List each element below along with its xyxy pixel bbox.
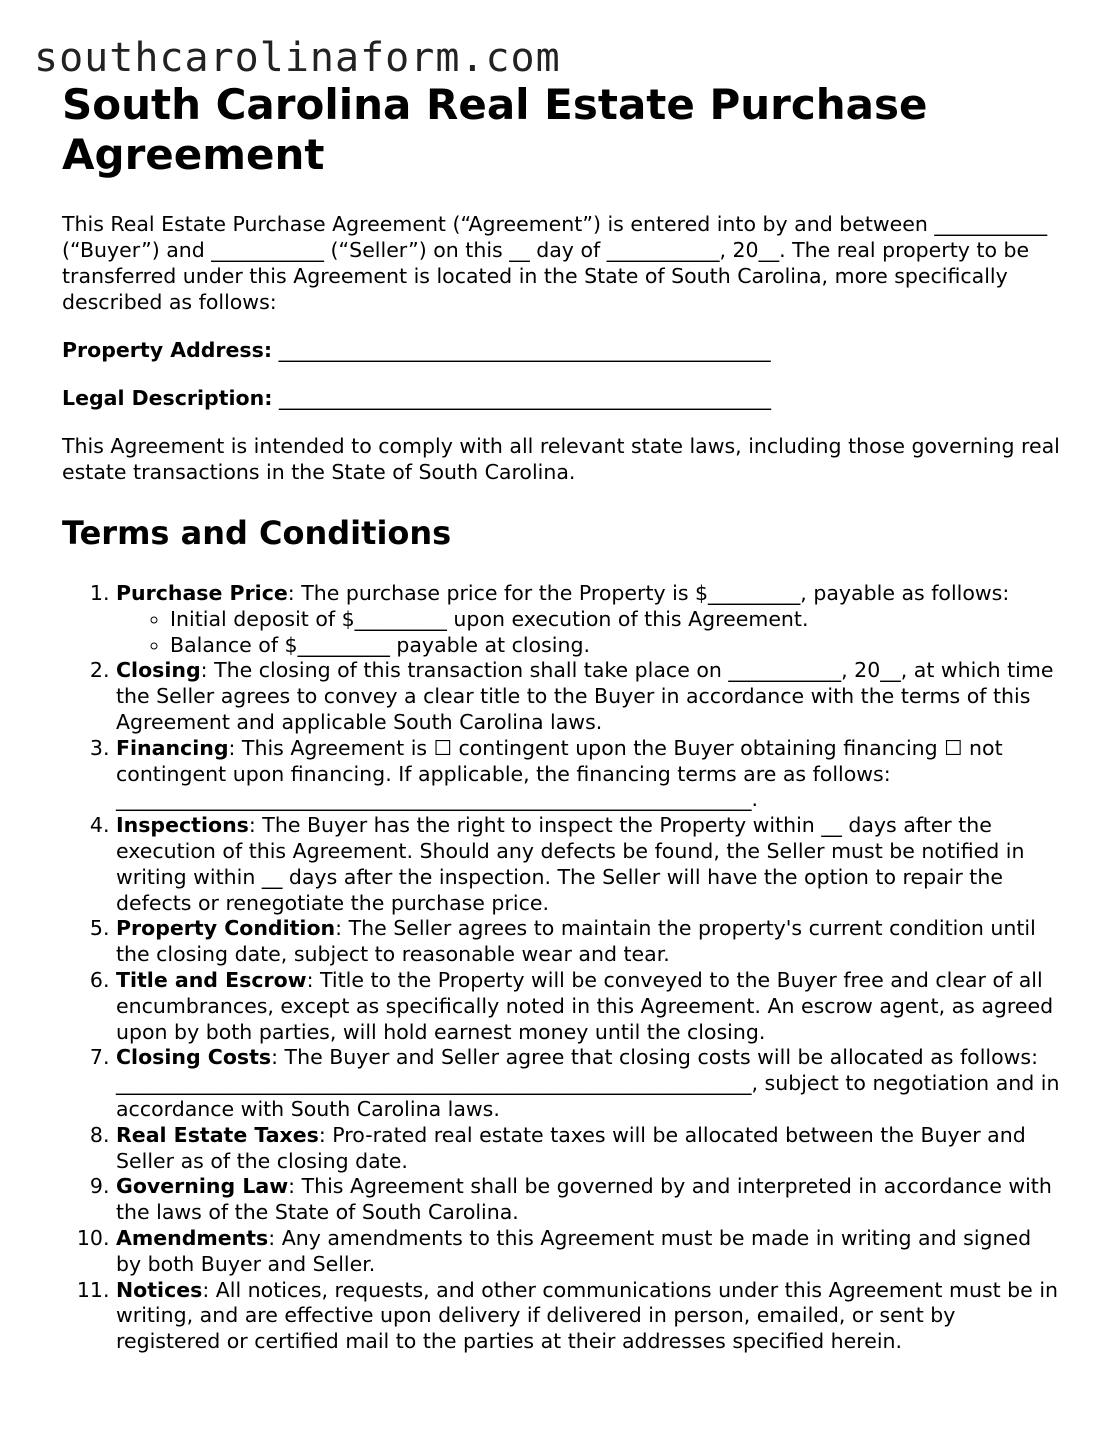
term-text: : Pro-rated real estate taxes will be allocated between the Buyer and Seller as of the closing date. <box>116 1122 1026 1173</box>
section-heading: Terms and Conditions <box>62 514 452 552</box>
compliance-paragraph: This Agreement is intended to comply with all relevant state laws, including those governing real estate transactions in the State of South Carolina. <box>62 434 1060 484</box>
document-title: South Carolina Real Estate Purchase Agreement <box>62 80 928 179</box>
term-title: Closing Costs <box>116 1045 272 1070</box>
term-text: : The Seller agrees to maintain the property's current condition until the closing date, subject to reasonable wear and tear. <box>116 916 1036 967</box>
sublist-item-balance: ◦ Balance of $_________ payable at closing. <box>170 633 1062 659</box>
term-amendments <box>116 1226 1062 1278</box>
legal-description-field <box>62 385 1062 411</box>
term-inspections <box>116 813 1062 916</box>
term-text: : The Buyer has the right to inspect the Property within __ days after the execution of this Agreement. Should any defects be found, the Seller must be notified in writing within __ days after the inspection. The Seller will have the option to repair the defects or renegotiate the purchase price. <box>116 813 1025 915</box>
legal-description-label: Legal Description: <box>62 386 273 410</box>
term-real-estate-taxes <box>116 1123 1062 1175</box>
term-text: : Title to the Property will be conveyed to the Buyer free and clear of all encumbrances, except as specifically noted in this Agreement. An escrow agent, as agreed upon by both parties, will hold earnest money until the closing. <box>116 967 1054 1044</box>
term-title: Notices <box>116 1277 203 1302</box>
term-title: Title and Escrow <box>116 967 307 992</box>
document-page <box>62 80 1062 1355</box>
term-title: Closing <box>116 658 201 683</box>
terms-list <box>62 581 1062 1355</box>
term-text: : The purchase price for the Property is $_________, payable as follows: <box>287 581 1010 605</box>
property-address-blank: ________________________________________________ <box>278 338 771 362</box>
term-financing <box>116 736 1062 813</box>
term-text: : This Agreement shall be governed by and interpreted in accordance with the laws of the State of South Carolina. <box>116 1174 1052 1225</box>
property-address-field <box>62 337 1062 363</box>
term-title: Real Estate Taxes <box>116 1122 319 1147</box>
term-title: Property Condition <box>116 916 336 941</box>
sublist-item-initial-deposit: ◦ Initial deposit of $_________ upon execution of this Agreement. <box>170 607 1062 633</box>
intro-paragraph: This Real Estate Purchase Agreement (“Agreement”) is entered into by and between ___________ (“Buyer”) and ___________ (“Seller”) on this __ day of ___________, 20__. The real property to be transferred under this Agreement is located in the State of South Carolina, more specifically described as follows: <box>62 212 1048 314</box>
term-closing <box>116 658 1062 735</box>
term-closing-costs <box>116 1045 1062 1122</box>
term-purchase-price <box>116 581 1062 658</box>
term-text: : This Agreement is ☐ contingent upon the Buyer obtaining financing ☐ not contingent upon financing. If applicable, the financing terms are as follows: ______________________________________________________________. <box>116 735 1003 812</box>
term-title: Amendments <box>116 1225 269 1250</box>
term-title: Purchase Price <box>116 581 288 605</box>
term-text: : Any amendments to this Agreement must be made in writing and signed by both Buyer and Seller. <box>116 1225 1032 1276</box>
term-text: : All notices, requests, and other communications under this Agreement must be in writing, and are effective upon delivery if delivered in person, emailed, or sent by registered or certified mail to the parties at their addresses specified herein. <box>116 1277 1059 1354</box>
watermark: southcarolinaform.com <box>34 35 561 81</box>
term-property-condition <box>116 916 1062 968</box>
term-notices <box>116 1278 1062 1355</box>
purchase-price-sublist <box>116 607 1062 659</box>
term-title: Governing Law <box>116 1174 289 1199</box>
term-title: Financing <box>116 735 229 760</box>
term-title: Inspections <box>116 813 249 838</box>
term-governing-law <box>116 1174 1062 1226</box>
term-text: : The Buyer and Seller agree that closing costs will be allocated as follows: ______________________________________________________________, subject to negotiation and in accordance with South Carolina laws. <box>116 1045 1060 1121</box>
term-text: : The closing of this transaction shall take place on ___________, 20__, at which time the Seller agrees to convey a clear title to the Buyer in accordance with the terms of this Agreement and applicable South Carolina laws. <box>116 658 1054 734</box>
legal-description-blank: ________________________________________________ <box>278 386 771 410</box>
term-title-and-escrow <box>116 968 1062 1045</box>
property-address-label: Property Address: <box>62 338 273 362</box>
